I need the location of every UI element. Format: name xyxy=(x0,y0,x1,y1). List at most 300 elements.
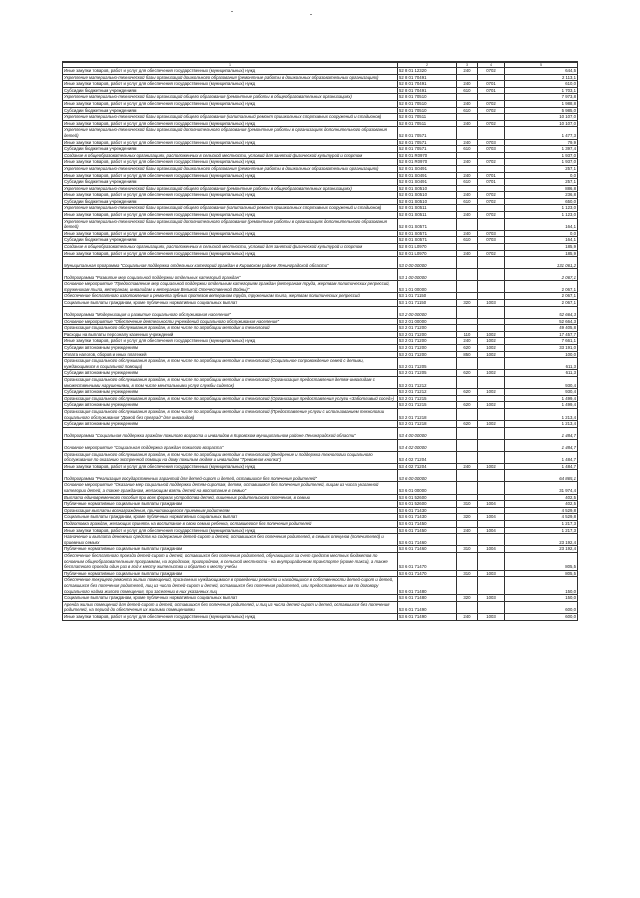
row-amount: 610,0 xyxy=(505,81,578,88)
row-name: Субсидии бюджетным учреждениям xyxy=(63,146,398,153)
row-code: 53 6 01 71480 xyxy=(398,595,457,602)
table-row xyxy=(63,595,578,602)
row-expense-type: 610 xyxy=(457,198,478,205)
row-expense-type: 240 xyxy=(457,230,478,237)
row-expense-type xyxy=(457,114,478,121)
row-amount: 611,3 xyxy=(505,370,578,377)
row-code: 53 2 01 71205 xyxy=(398,370,457,377)
table-row xyxy=(63,300,578,307)
row-code: 53 2 01 71215 xyxy=(398,402,457,409)
row-amount: 7 973,8 xyxy=(505,94,578,101)
row-expense-type: 610 xyxy=(457,237,478,244)
table-row xyxy=(63,205,578,212)
row-code: 53 2 01 71200 xyxy=(398,331,457,338)
row-section: 1002 xyxy=(478,421,505,428)
row-amount: 1 937,0 xyxy=(505,152,578,159)
row-code: 53 1 01 71150 xyxy=(398,293,457,300)
row-expense-type: 620 xyxy=(457,344,478,351)
row-expense-type xyxy=(457,577,478,595)
scan-top-margin xyxy=(0,0,640,62)
row-code: 53 2 01 71200 xyxy=(398,351,457,358)
row-expense-type: 240 xyxy=(457,100,478,107)
row-section xyxy=(478,244,505,251)
table-row xyxy=(63,325,578,332)
row-amount: 150,0 xyxy=(505,595,578,602)
row-expense-type xyxy=(457,127,478,139)
table-row xyxy=(63,281,578,293)
row-section xyxy=(478,577,505,595)
row-section: 1002 xyxy=(478,338,505,345)
table-row xyxy=(63,306,578,318)
row-name: Обеспечение бесплатного проезда детей-сирот и детей, оставшихся без попечения родителей, обучающихся за счет средств местных бюджетов по основным общеобразовательным программам, на городском, пригородном, в сельской местности - на внутрирайонном транспорте (кроме такси), а также бесплатного проезда один раз в год к месту жительства и обратно к месту учебы xyxy=(63,553,398,571)
budget-table-body xyxy=(63,62,578,621)
row-code: 53 2 01 71200 xyxy=(398,338,457,345)
row-name: Основное мероприятие "Предоставление мер социальной поддержки отдельным категориям граждан (ветеранам труда, жертвам политических репрессий, труженикам тыла, ветеранам, инвалидам и ветеранам Великой Отечественной Войны)" xyxy=(63,281,398,293)
row-amount: 1 217,3 xyxy=(505,527,578,534)
row-amount: 79,9 xyxy=(505,139,578,146)
row-expense-type xyxy=(457,218,478,230)
row-amount: 1 217,3 xyxy=(505,521,578,528)
row-section: 0701 xyxy=(478,87,505,94)
row-code: 52 8 01 S0510 xyxy=(398,192,457,199)
row-name: Укрепление материально-технической базы организаций общего образования (капитальный ремонт пришкольных спортивных сооружений и стадионов) xyxy=(63,114,398,121)
row-expense-type: 320 xyxy=(457,300,478,307)
row-expense-type: 320 xyxy=(457,514,478,521)
row-amount: 0,0 xyxy=(505,230,578,237)
row-amount: 1 123,0 xyxy=(505,212,578,219)
row-expense-type: 240 xyxy=(457,613,478,620)
row-amount: 31 974,4 xyxy=(505,482,578,494)
table-row xyxy=(63,293,578,300)
row-code: 52 8 01 S0511 xyxy=(398,205,457,212)
row-amount: 650,0 xyxy=(505,198,578,205)
row-amount: 164,1 xyxy=(505,218,578,230)
row-section xyxy=(478,470,505,482)
row-section xyxy=(478,165,505,172)
row-section xyxy=(478,318,505,325)
row-amount: 1 937,0 xyxy=(505,159,578,166)
row-section xyxy=(478,269,505,281)
row-expense-type xyxy=(457,395,478,402)
table-row xyxy=(63,358,578,370)
row-name: Иные закупки товаров, работ и услуг для обеспечения государственных (муниципальных) нужд xyxy=(63,120,398,127)
row-section xyxy=(478,257,505,269)
row-amount: 257,1 xyxy=(505,165,578,172)
row-expense-type xyxy=(457,376,478,388)
row-amount: 64 865,1 xyxy=(505,470,578,482)
row-expense-type: 310 xyxy=(457,546,478,553)
row-code: 52 8 01 70511 xyxy=(398,114,457,121)
table-row xyxy=(63,192,578,199)
table-row xyxy=(63,451,578,463)
table-row xyxy=(63,402,578,409)
row-section xyxy=(478,218,505,230)
row-amount: 185,9 xyxy=(505,250,578,257)
row-section: 0702 xyxy=(478,198,505,205)
row-amount: 257,1 xyxy=(505,179,578,186)
row-code: 53 2 01 71212 xyxy=(398,389,457,396)
row-section: 0701 xyxy=(478,179,505,186)
row-expense-type: 620 xyxy=(457,389,478,396)
row-name: Иные закупки товаров, работ и услуг для обеспечения государственных (муниципальных) нужд xyxy=(63,463,398,470)
row-section: 0702 xyxy=(478,192,505,199)
table-row xyxy=(63,527,578,534)
row-section: 0702 xyxy=(478,107,505,114)
row-section xyxy=(478,395,505,402)
row-name: Организация социального обслуживания граждан, в том числе по апробации методик и технологий (Предоставление услуги с использованием технологии социального обслуживания "Домой без преград" для инвалидов) xyxy=(63,408,398,420)
row-name: Назначение и выплата денежных средств на содержание детей-сирот и детей, оставшихся без попечения родителей, в семьях опекунов (попечителей) и приемных семьях xyxy=(63,534,398,546)
table-row xyxy=(63,318,578,325)
row-code: 53 2 01 71215 xyxy=(398,395,457,402)
row-name: Социальные выплаты гражданам, кроме публичных нормативных социальных выплат xyxy=(63,300,398,307)
row-expense-type xyxy=(457,185,478,192)
row-name: Укрепление материально-технической базы организаций дошкольного образования (ремонтные работы в дошкольных образовательных организациях) xyxy=(63,165,398,172)
row-amount: 131 061,2 xyxy=(505,257,578,269)
row-amount: 10 107,0 xyxy=(505,120,578,127)
table-row xyxy=(63,577,578,595)
row-amount: 930,4 xyxy=(505,389,578,396)
row-section: 0702 xyxy=(478,250,505,257)
row-expense-type: 310 xyxy=(457,501,478,508)
row-section xyxy=(478,482,505,494)
table-row xyxy=(63,212,578,219)
table-row xyxy=(63,230,578,237)
row-expense-type xyxy=(457,358,478,370)
row-name: Создание в общеобразовательных организациях, расположенных в сельской местности, условий для занятий физической культурой и спортом xyxy=(63,244,398,251)
row-amount: 1 703,1 xyxy=(505,87,578,94)
row-code: 53 4 02 71204 xyxy=(398,463,457,470)
table-row xyxy=(63,553,578,571)
row-name: Укрепление материально-технической базы организаций дошкольного образования (ремонтные работы в дошкольных образовательных организациях) xyxy=(63,74,398,81)
row-name: Субсидии автономным учреждениям xyxy=(63,402,398,409)
row-name: Социальные выплаты гражданам, кроме публичных нормативных социальных выплат xyxy=(63,514,398,521)
row-amount: 1 397,4 xyxy=(505,146,578,153)
table-row xyxy=(63,494,578,501)
row-section: 0702 xyxy=(478,212,505,219)
row-section: 1002 xyxy=(478,344,505,351)
row-section: 1002 xyxy=(478,463,505,470)
row-section xyxy=(478,293,505,300)
row-expense-type: 240 xyxy=(457,212,478,219)
row-name: Основное мероприятие "Социальная поддержка граждан пожилого возраста" xyxy=(63,439,398,451)
row-expense-type xyxy=(457,94,478,101)
row-code: 53 2 01 71212 xyxy=(398,376,457,388)
row-name: Иные закупки товаров, работ и услуг для обеспечения государственных (муниципальных) нужд xyxy=(63,159,398,166)
row-expense-type xyxy=(457,269,478,281)
row-name: Укрепление материально-технической базы организаций дополнительного образования (ремонтные работы в организациях дополнительного образования детей) xyxy=(63,127,398,139)
row-amount: 1 988,8 xyxy=(505,100,578,107)
row-expense-type xyxy=(457,521,478,528)
table-row xyxy=(63,198,578,205)
row-code: 53 2 01 71218 xyxy=(398,408,457,420)
row-amount: 930,4 xyxy=(505,376,578,388)
row-amount: 100,0 xyxy=(505,351,578,358)
row-expense-type: 320 xyxy=(457,595,478,602)
row-code: 52 8 01 R0970 xyxy=(398,159,457,166)
row-code: 53 6 01 71460 xyxy=(398,534,457,546)
row-expense-type: 620 xyxy=(457,402,478,409)
row-section xyxy=(478,306,505,318)
row-code: 52 8 01 70571 xyxy=(398,139,457,146)
row-expense-type xyxy=(457,408,478,420)
row-section: 1003 xyxy=(478,595,505,602)
row-expense-type xyxy=(457,451,478,463)
row-code: 53 1 01 71150 xyxy=(398,300,457,307)
row-name: Создание в общеобразовательных организациях, расположенных в сельской местности, условий для занятий физической культурой и спортом xyxy=(63,152,398,159)
row-code: 53 6 01 52600 xyxy=(398,501,457,508)
row-amount: 886,8 xyxy=(505,185,578,192)
row-amount: 10 107,0 xyxy=(505,114,578,121)
row-name: Организация социального обслуживания граждан, в том числе по апробации методик и технологий (Организация предоставления услуги «Заботливый сосед») xyxy=(63,395,398,402)
row-section xyxy=(478,74,505,81)
table-row xyxy=(63,501,578,508)
row-amount: 33 191,0 xyxy=(505,344,578,351)
row-expense-type: 610 xyxy=(457,146,478,153)
row-amount: 600,0 xyxy=(505,601,578,613)
row-section xyxy=(478,376,505,388)
row-amount: 2 113,1 xyxy=(505,74,578,81)
row-section: 1002 xyxy=(478,351,505,358)
row-amount: 4 529,8 xyxy=(505,514,578,521)
row-name: Организация социального обслуживания граждан, в том числе по апробации методик и технологий (Социальное сопровождение семей с детьми, нуждающимися в социальной помощи) xyxy=(63,358,398,370)
row-amount: 49 405,8 xyxy=(505,325,578,332)
row-expense-type: 240 xyxy=(457,172,478,179)
table-row xyxy=(63,439,578,451)
table-row xyxy=(63,94,578,101)
row-section xyxy=(478,152,505,159)
row-section: 0701 xyxy=(478,81,505,88)
row-name: Уплата налогов, сборов и иных платежей xyxy=(63,351,398,358)
row-name: Иные закупки товаров, работ и услуг для обеспечения государственных (муниципальных) нужд xyxy=(63,192,398,199)
row-name: Подпрограмма "Модернизация и развитие социального обслуживания населения" xyxy=(63,306,398,318)
budget-table xyxy=(62,61,578,621)
row-amount: 1 477,3 xyxy=(505,127,578,139)
row-section: 0703 xyxy=(478,139,505,146)
table-row xyxy=(63,570,578,577)
row-expense-type: 240 xyxy=(457,81,478,88)
row-code: 53 2 01 71218 xyxy=(398,421,457,428)
row-code: 53 6 01 71430 xyxy=(398,514,457,521)
row-name: Выплата единовременного пособия при всех формах устройства детей, лишенных родительского попечения, в семью xyxy=(63,494,398,501)
row-section: 0702 xyxy=(478,68,505,75)
row-code: 52 8 01 70571 xyxy=(398,146,457,153)
row-expense-type: 240 xyxy=(457,139,478,146)
row-section: 1002 xyxy=(478,370,505,377)
row-amount: 2 067,1 xyxy=(505,293,578,300)
row-amount: 2 067,1 xyxy=(505,281,578,293)
table-row xyxy=(63,514,578,521)
row-expense-type xyxy=(457,494,478,501)
row-amount: 4 529,8 xyxy=(505,507,578,514)
row-code: 53 2 01 71200 xyxy=(398,344,457,351)
row-code: 53 6 01 71470 xyxy=(398,570,457,577)
table-row xyxy=(63,344,578,351)
row-amount: 2 067,1 xyxy=(505,300,578,307)
row-name: Организация социального обслуживания граждан, в том числе по апробации методик и технологий xyxy=(63,325,398,332)
row-name: Субсидии бюджетным учреждениям xyxy=(63,198,398,205)
row-name: Обеспечение бесплатного изготовления и ремонта зубных протезов ветеранам труда, труженикам тыла, жертвам политических репрессий xyxy=(63,293,398,300)
row-section: 1004 xyxy=(478,527,505,534)
row-amount: 17 457,7 xyxy=(505,331,578,338)
row-name: Субсидии бюджетным учреждениям xyxy=(63,179,398,186)
table-row xyxy=(63,159,578,166)
row-expense-type: 310 xyxy=(457,570,478,577)
table-row xyxy=(63,376,578,388)
row-code: 53 1 01 00000 xyxy=(398,281,457,293)
row-amount: 1 499,4 xyxy=(505,402,578,409)
row-section xyxy=(478,601,505,613)
row-name: Социальные выплаты гражданам, кроме публичных нормативных социальных выплат xyxy=(63,595,398,602)
table-row xyxy=(63,351,578,358)
row-amount: 1 484,7 xyxy=(505,451,578,463)
row-code: 53 2 01 00000 xyxy=(398,318,457,325)
row-section xyxy=(478,451,505,463)
table-row xyxy=(63,179,578,186)
row-name: Организация социального обслуживания граждан, в том числе по апробации методик и технологий (Внедрение и поддержка технологии социального обслуживания по оказанию экстренной помощи на дому пожилым людям и инвалидам "Тревожная кнопка") xyxy=(63,451,398,463)
row-code: 52 8 01 S0571 xyxy=(398,237,457,244)
row-code: 53 2 01 71205 xyxy=(398,358,457,370)
row-name: Подпрограмма "Социальная поддержка граждан пожилого возраста и инвалидов в Кировском муниципальном районе Ленинградской области" xyxy=(63,427,398,439)
row-expense-type: 240 xyxy=(457,68,478,75)
row-expense-type xyxy=(457,165,478,172)
row-code: 52 8 01 S0510 xyxy=(398,185,457,192)
row-section: 0702 xyxy=(478,100,505,107)
row-section: 0703 xyxy=(478,146,505,153)
row-amount: 1 213,4 xyxy=(505,408,578,420)
row-code: 52 8 01 S0491 xyxy=(398,172,457,179)
row-amount: 402,5 xyxy=(505,501,578,508)
row-name: Обеспечение текущего ремонта жилых помещений, признанных нуждающимися в проведении ремонта и находящихся в собственности детей-сирот и детей, оставшихся без попечения родителей, лиц из числа детей-сирот и детей, оставшихся без попечения родителей, или предоставленных им по договору социального найма жилого помещения, при заселении в них указанных лиц xyxy=(63,577,398,595)
row-expense-type: 240 xyxy=(457,159,478,166)
row-name: Иные закупки товаров, работ и услуг для обеспечения государственных (муниципальных) нужд xyxy=(63,250,398,257)
table-row xyxy=(63,127,578,139)
row-name: Иные закупки товаров, работ и услуг для обеспечения государственных (муниципальных) нужд xyxy=(63,172,398,179)
row-amount: 23 192,4 xyxy=(505,534,578,546)
row-expense-type: 610 xyxy=(457,107,478,114)
row-code: 52 8 01 70571 xyxy=(398,127,457,139)
row-name: Укрепление материально-технической базы организаций общего образования (капитальный ремонт пришкольных спортивных сооружений и стадионов) xyxy=(63,205,398,212)
table-row xyxy=(63,534,578,546)
row-expense-type: 110 xyxy=(457,331,478,338)
row-section xyxy=(478,408,505,420)
row-code: 52 8 01 70491 xyxy=(398,87,457,94)
row-expense-type: 610 xyxy=(457,179,478,186)
row-code: 52 8 01 L0970 xyxy=(398,250,457,257)
row-name: Организация выплаты вознаграждения, причитающегося приемным родителям xyxy=(63,507,398,514)
row-name: Муниципальная программа "Социальная поддержка отдельных категорий граждан в Кировском районе Ленинградской области" xyxy=(63,257,398,269)
table-row xyxy=(63,521,578,528)
col-number-5: 5 xyxy=(505,63,578,68)
row-section xyxy=(478,205,505,212)
table-row xyxy=(63,389,578,396)
row-amount: 611,3 xyxy=(505,358,578,370)
row-expense-type xyxy=(457,257,478,269)
row-name: Публичные нормативные социальные выплаты гражданам xyxy=(63,501,398,508)
row-expense-type xyxy=(457,553,478,571)
row-section: 0702 xyxy=(478,120,505,127)
row-section: 1002 xyxy=(478,389,505,396)
row-amount: 52 664,3 xyxy=(505,306,578,318)
row-code: 52 8 01 S0491 xyxy=(398,165,457,172)
table-row xyxy=(63,269,578,281)
row-code: 52 8 01 S0571 xyxy=(398,230,457,237)
row-section: 1003 xyxy=(478,613,505,620)
row-section xyxy=(478,94,505,101)
row-name: Субсидии бюджетным учреждениям xyxy=(63,107,398,114)
row-expense-type xyxy=(457,152,478,159)
row-name: Субсидии автономным учреждениям xyxy=(63,421,398,428)
row-section xyxy=(478,114,505,121)
row-expense-type: 620 xyxy=(457,370,478,377)
row-amount: 1 484,7 xyxy=(505,439,578,451)
row-amount: 150,0 xyxy=(505,577,578,595)
row-amount: 1 123,0 xyxy=(505,205,578,212)
row-code: 52 8 01 R0970 xyxy=(398,152,457,159)
row-name: Укрепление материально-технической базы организаций общего образования (ремонтные работы в общеобразовательных организациях) xyxy=(63,94,398,101)
row-code: 52 8 01 70510 xyxy=(398,94,457,101)
table-row xyxy=(63,338,578,345)
col-number-3: 3 xyxy=(457,63,478,68)
row-section xyxy=(478,439,505,451)
row-expense-type: 620 xyxy=(457,421,478,428)
row-expense-type xyxy=(457,74,478,81)
table-row xyxy=(63,100,578,107)
row-code: 52 8 01 70491 xyxy=(398,81,457,88)
row-code: 53 6 01 71450 xyxy=(398,527,457,534)
row-name: Иные закупки товаров, работ и услуг для обеспечения государственных (муниципальных) нужд xyxy=(63,338,398,345)
row-name: Иные закупки товаров, работ и услуг для обеспечения государственных (муниципальных) нужд xyxy=(63,230,398,237)
row-code: 52 8 01 S0510 xyxy=(398,198,457,205)
table-row xyxy=(63,139,578,146)
table-row xyxy=(63,81,578,88)
row-code: 52 8 01 L0970 xyxy=(398,244,457,251)
row-section xyxy=(478,281,505,293)
row-amount: 2 067,1 xyxy=(505,269,578,281)
row-section: 0703 xyxy=(478,237,505,244)
row-name: Субсидии бюджетным учреждениям xyxy=(63,237,398,244)
col-number-2: 2 xyxy=(398,63,457,68)
row-name: Укрепление материально-технической базы организаций дополнительного образования (ремонтные работы в организациях дополнительного образования детей) xyxy=(63,218,398,230)
row-name: Аренда жилых помещений для детей-сирот и детей, оставшихся без попечения родителей, и лиц из числа детей-сирот и детей, оставшихся без попечения родителей, на период до обеспечения их жилыми помещениями xyxy=(63,601,398,613)
row-section: 0703 xyxy=(478,230,505,237)
table-row xyxy=(63,107,578,114)
row-section: 0702 xyxy=(478,159,505,166)
row-amount: 1 484,7 xyxy=(505,463,578,470)
table-row xyxy=(63,601,578,613)
row-name: Субсидии автономным учреждениям xyxy=(63,389,398,396)
row-name: Подготовка граждан, желающих принять на воспитание в свою семью ребенка, оставшегося без попечения родителей xyxy=(63,521,398,528)
row-expense-type: 240 xyxy=(457,338,478,345)
table-row xyxy=(63,146,578,153)
row-expense-type xyxy=(457,306,478,318)
row-expense-type xyxy=(457,507,478,514)
table-row xyxy=(63,463,578,470)
row-code: 52 8 01 70491 xyxy=(398,74,457,81)
table-row xyxy=(63,172,578,179)
row-section: 1002 xyxy=(478,331,505,338)
row-code: 52 8 01 S0571 xyxy=(398,218,457,230)
table-row xyxy=(63,218,578,230)
row-name: Иные закупки товаров, работ и услуг для обеспечения государственных (муниципальных) нужд xyxy=(63,527,398,534)
table-row xyxy=(63,408,578,420)
row-amount: 1 499,4 xyxy=(505,395,578,402)
row-expense-type xyxy=(457,205,478,212)
table-row xyxy=(63,165,578,172)
table-row xyxy=(63,68,578,75)
row-expense-type xyxy=(457,325,478,332)
row-code: 53 2 00 00000 xyxy=(398,306,457,318)
row-amount: 805,5 xyxy=(505,570,578,577)
